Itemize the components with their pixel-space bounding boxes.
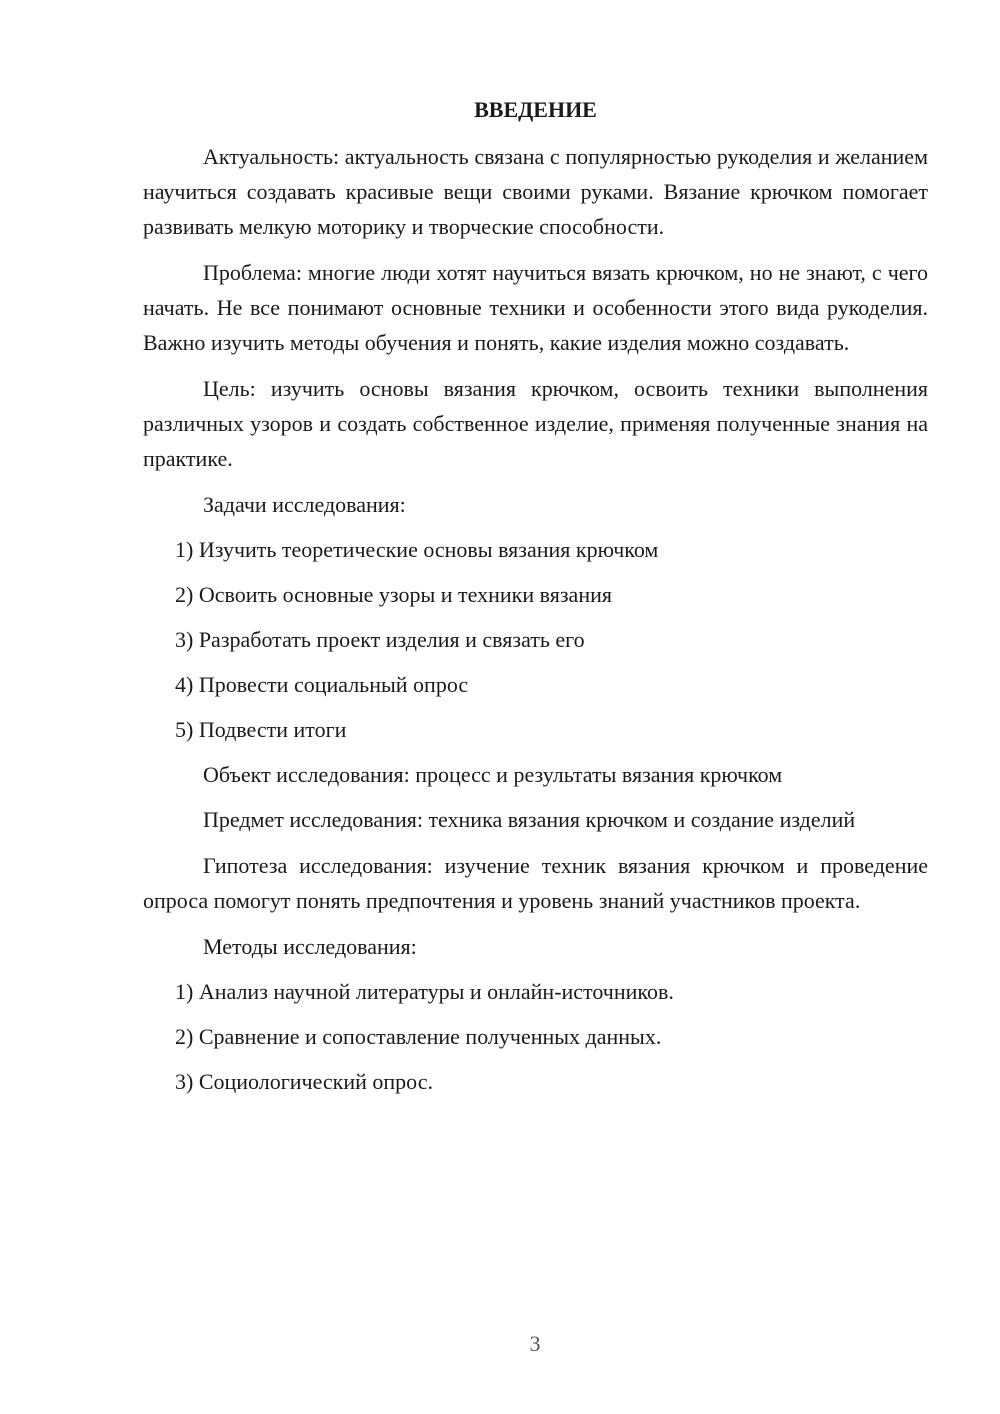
goal-paragraph: Цель: изучить основы вязания крючком, освоить техники выполнения различных узоров и создать собственное изделие, применяя полученные знания на практике. [143,376,928,471]
method-item: 1) Анализ научной литературы и онлайн-источников. [175,979,674,1004]
tasks-list [143,532,928,747]
relevance-paragraph: Актуальность: актуальность связана с популярностью рукоделия и желанием научиться создавать красивые вещи своими руками. Вязание крючком помогает развивать мелкую моторику и творческие способности. [143,144,928,239]
hypothesis-paragraph: Гипотеза исследования: изучение техник вязания крючком и проведение опроса помогут понять предпочтения и уровень знаний участников проекта. [143,853,928,913]
task-item: 1) Изучить теоретические основы вязания крючком [175,537,659,562]
page-number: 3 [529,1331,541,1356]
tasks-heading: Задачи исследования: [203,492,406,517]
task-item: 4) Провести социальный опрос [175,672,469,697]
task-item: 2) Освоить основные узоры и техники вязания [175,582,612,607]
method-item: 3) Социологический опрос. [175,1069,433,1094]
methods-heading: Методы исследования: [203,934,417,959]
task-item: 5) Подвести итоги [175,717,347,742]
method-item: 2) Сравнение и сопоставление полученных данных. [175,1024,662,1049]
object-line: Объект исследования: процесс и результаты вязания крючком [203,762,783,787]
page-title: ВВЕДЕНИЕ [474,97,597,122]
task-item: 3) Разработать проект изделия и связать его [175,627,585,652]
methods-list [143,974,928,1099]
subject-paragraph: Предмет исследования: техника вязания крючком и создание изделий [203,807,856,832]
page-content [143,92,928,1109]
problem-paragraph: Проблема: многие люди хотят научиться вязать крючком, но не знают, с чего начать. Не все понимают основные техники и особенности этого вида рукоделия. Важно изучить методы обучения и понять, какие изделия можно создавать. [143,260,928,355]
